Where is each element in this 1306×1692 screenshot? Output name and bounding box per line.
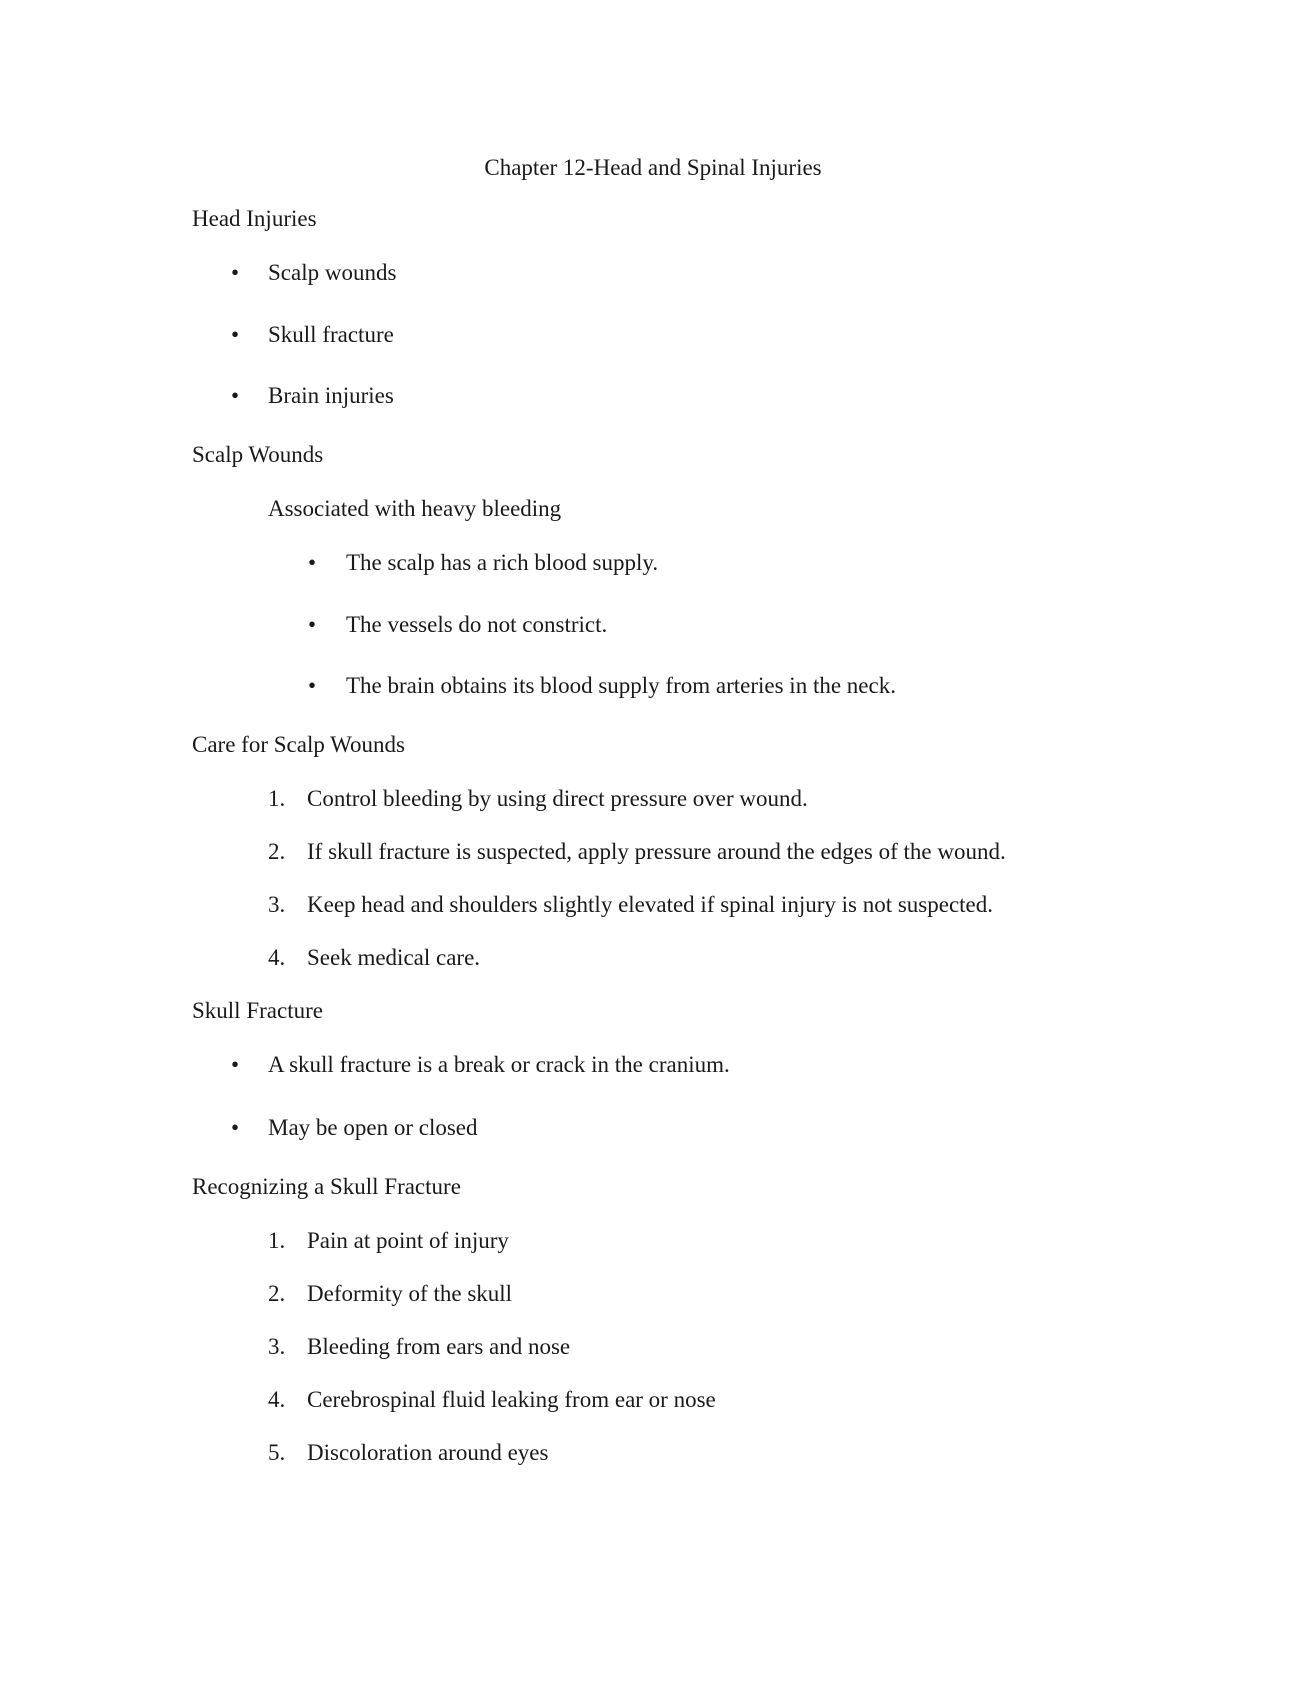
bullet-icon: • — [231, 260, 240, 285]
list-item: If skull fracture is suspected, apply pressure around the edges of the wound. — [307, 839, 1006, 864]
list-item: May be open or closed — [268, 1115, 478, 1140]
list-item: The vessels do not constrict. — [346, 612, 608, 637]
list-number: 1. — [268, 786, 286, 811]
section-heading-skull-fracture: Skull Fracture — [192, 998, 323, 1023]
list-item: The scalp has a rich blood supply. — [346, 550, 659, 575]
section-subheading: Associated with heavy bleeding — [268, 496, 562, 521]
list-item: Discoloration around eyes — [307, 1440, 549, 1465]
list-item: Keep head and shoulders slightly elevated if spinal injury is not suspected. — [307, 892, 994, 917]
bullet-icon: • — [231, 383, 240, 408]
bullet-icon: • — [308, 673, 317, 698]
section-heading-care-for-scalp-wounds: Care for Scalp Wounds — [192, 732, 405, 757]
bullet-icon: • — [231, 1052, 240, 1077]
list-number: 3. — [268, 892, 286, 917]
list-item: The brain obtains its blood supply from arteries in the neck. — [346, 673, 896, 698]
list-item: Control bleeding by using direct pressure over wound. — [307, 786, 808, 811]
bullet-icon: • — [231, 1115, 240, 1140]
list-number: 5. — [268, 1440, 286, 1465]
bullet-icon: • — [308, 612, 317, 637]
list-number: 4. — [268, 1387, 286, 1412]
page-title: Chapter 12-Head and Spinal Injuries — [484, 155, 822, 180]
section-heading-scalp-wounds: Scalp Wounds — [192, 442, 324, 467]
list-item: Skull fracture — [268, 322, 394, 347]
list-number: 3. — [268, 1334, 286, 1359]
list-item: Scalp wounds — [268, 260, 397, 285]
section-heading-head-injuries: Head Injuries — [192, 206, 317, 231]
list-item: Deformity of the skull — [307, 1281, 513, 1306]
list-number: 2. — [268, 839, 286, 864]
list-number: 4. — [268, 945, 286, 970]
list-item: Brain injuries — [268, 383, 394, 408]
bullet-icon: • — [231, 322, 240, 347]
bullet-icon: • — [308, 550, 317, 575]
list-item: A skull fracture is a break or crack in the cranium. — [268, 1052, 730, 1077]
section-heading-recognizing-skull-fracture: Recognizing a Skull Fracture — [192, 1174, 461, 1199]
list-number: 2. — [268, 1281, 286, 1306]
list-item: Bleeding from ears and nose — [307, 1334, 571, 1359]
list-item: Pain at point of injury — [307, 1228, 509, 1253]
list-number: 1. — [268, 1228, 286, 1253]
list-item: Cerebrospinal fluid leaking from ear or nose — [307, 1387, 716, 1412]
list-item: Seek medical care. — [307, 945, 481, 970]
